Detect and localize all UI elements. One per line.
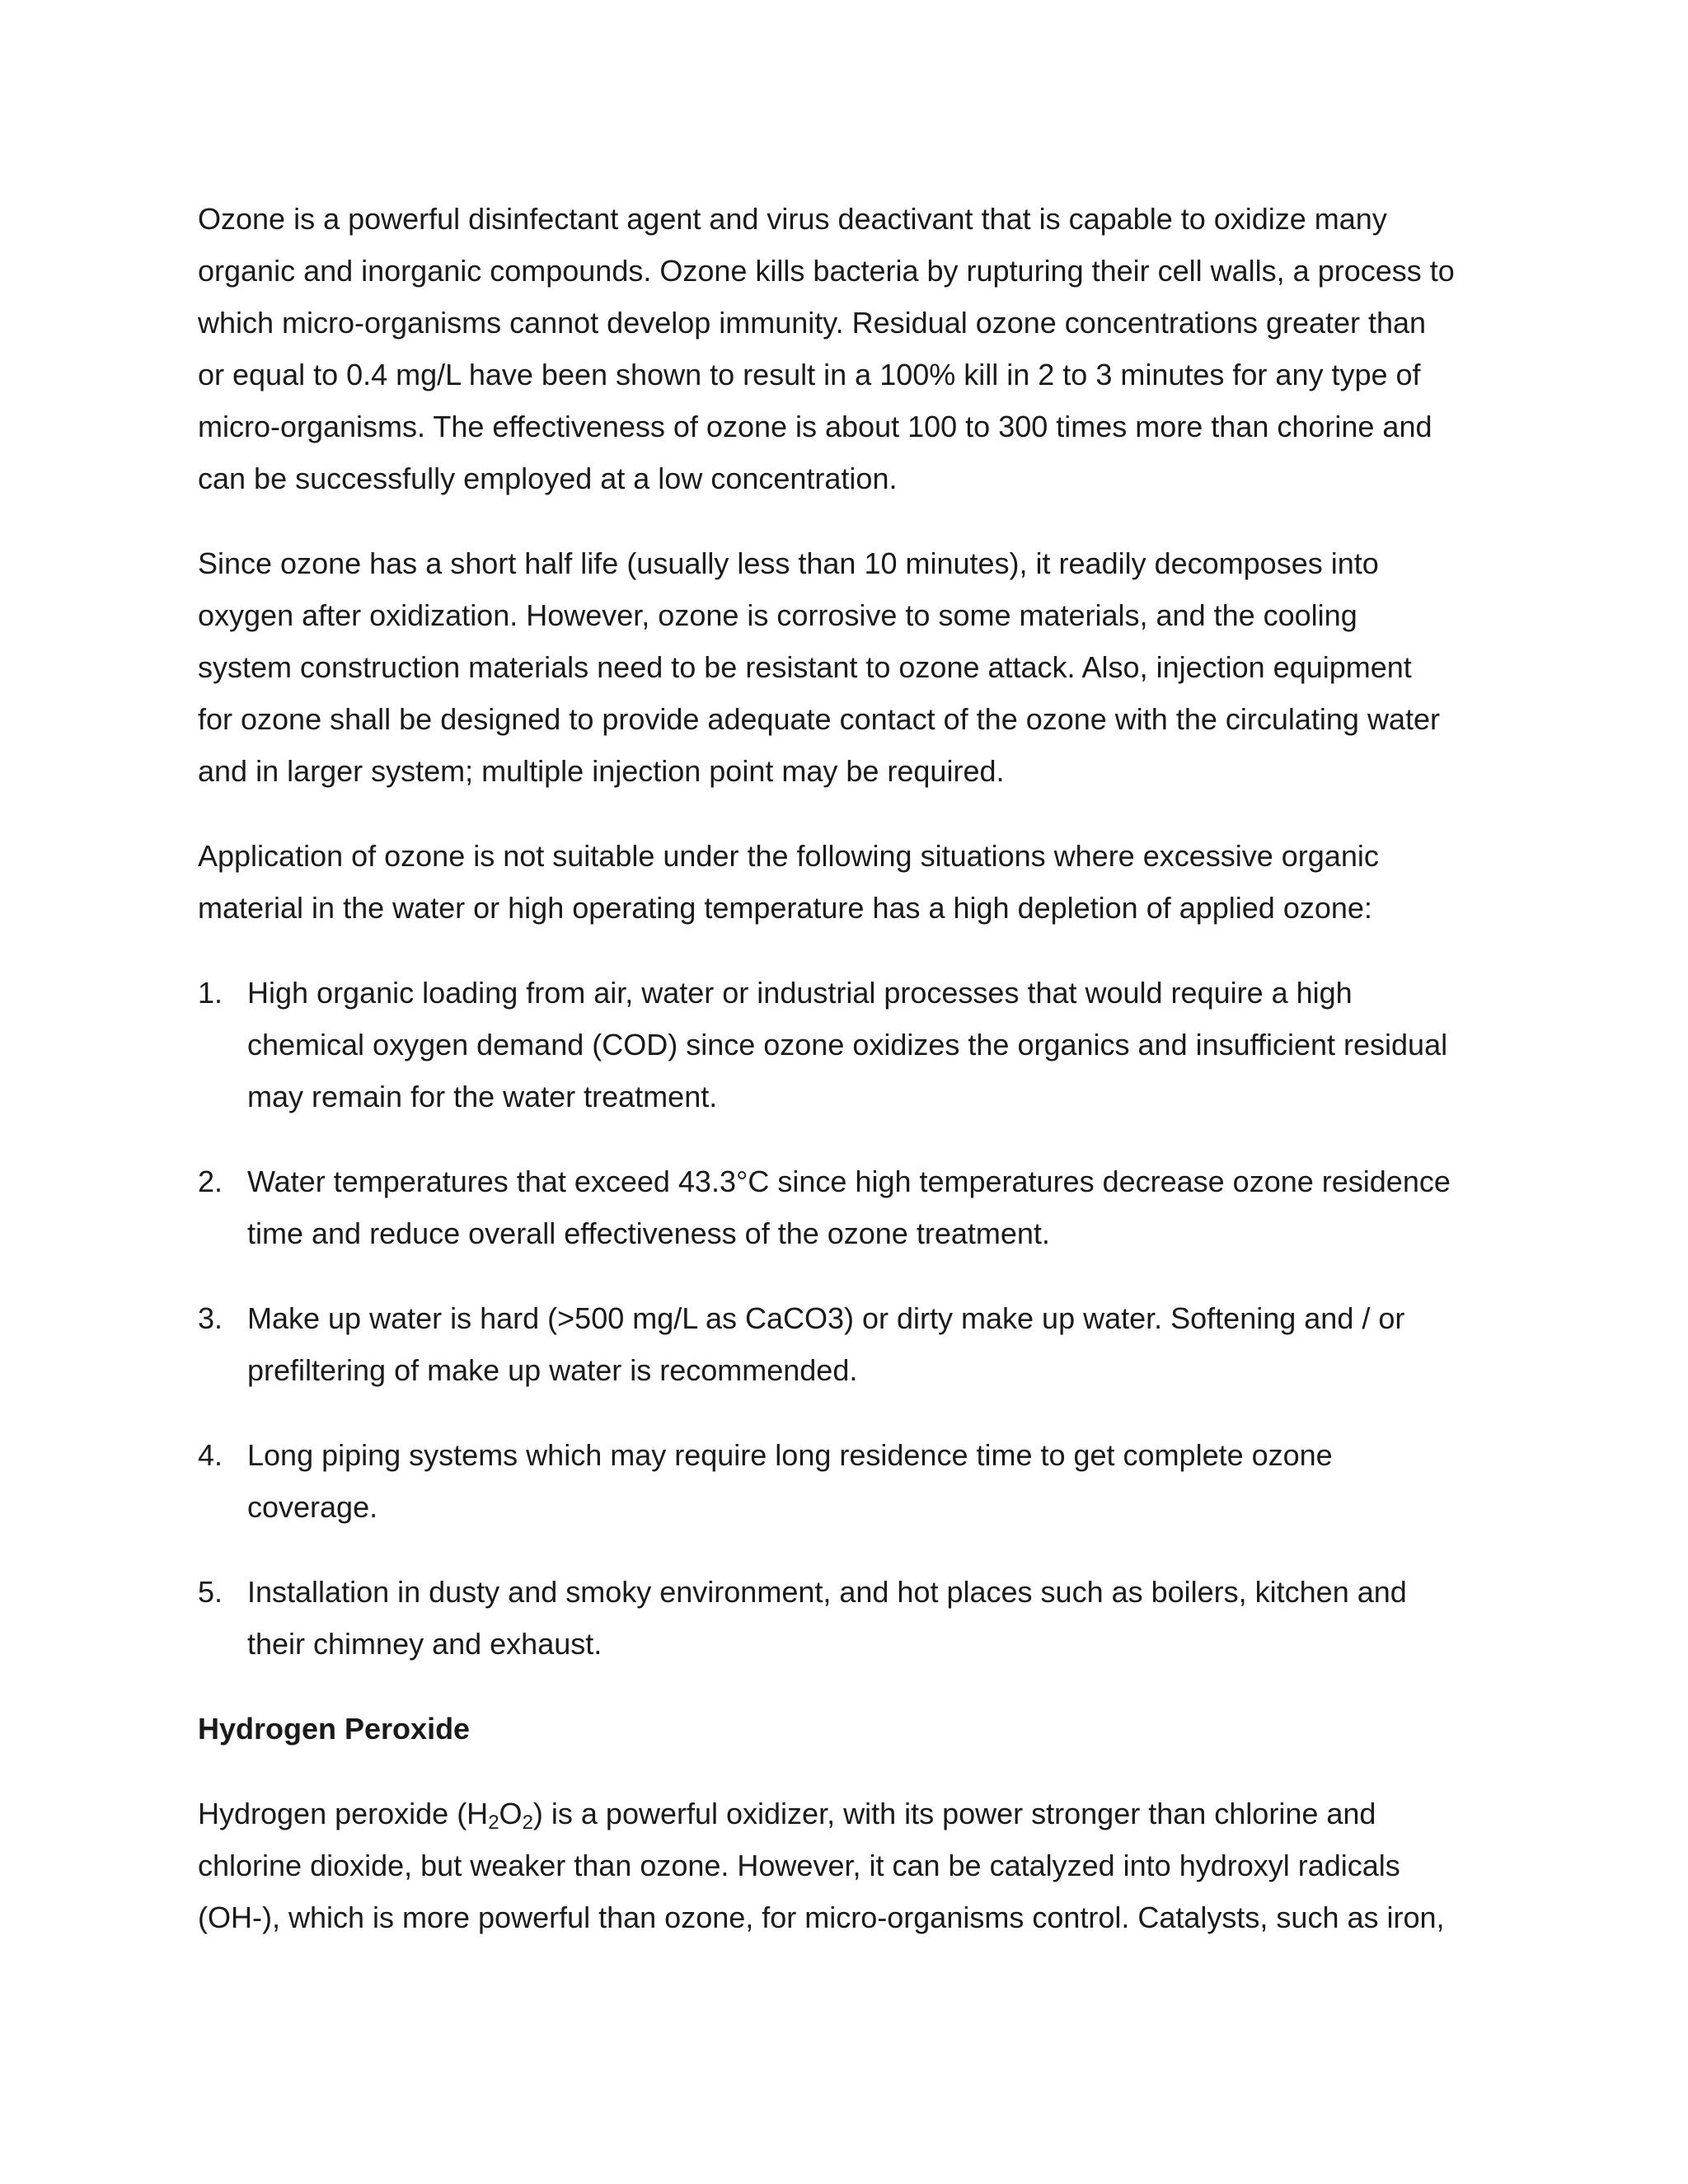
text-fragment: O bbox=[499, 1797, 523, 1830]
numbered-list bbox=[198, 967, 1492, 1670]
text-line: Long piping systems which may require long residence time to get complete ozone bbox=[247, 1438, 1333, 1472]
text-line: Application of ozone is not suitable under the following situations where excessive organic bbox=[198, 839, 1379, 873]
text-line: their chimney and exhaust. bbox=[247, 1627, 603, 1661]
paragraph-ozone-intro bbox=[198, 193, 1492, 504]
list-item bbox=[198, 1155, 1492, 1259]
text-line: Make up water is hard (>500 mg/L as CaCO3) or dirty make up water. Softening and / or bbox=[247, 1301, 1405, 1335]
text-line: prefiltering of make up water is recommended. bbox=[247, 1353, 858, 1387]
paragraph-ozone-application bbox=[198, 830, 1492, 934]
text-fragment: ) is a powerful oxidizer, with its power stronger than chlorine and bbox=[532, 1797, 1376, 1830]
list-item bbox=[198, 1292, 1492, 1396]
text-line: Installation in dusty and smoky environment, and hot places such as boilers, kitchen and bbox=[247, 1575, 1407, 1609]
text-line: chlorine dioxide, but weaker than ozone. However, it can be catalyzed into hydroxyl radicals bbox=[198, 1849, 1400, 1882]
text-line: Ozone is a powerful disinfectant agent and virus deactivant that is capable to oxidize many bbox=[198, 202, 1387, 236]
text-line: High organic loading from air, water or industrial processes that would require a high bbox=[247, 976, 1353, 1010]
text-line: chemical oxygen demand (COD) since ozone oxidizes the organics and insufficient residual bbox=[247, 1028, 1448, 1062]
document-page bbox=[198, 193, 1492, 1976]
list-item bbox=[198, 1429, 1492, 1533]
list-item-number: 2. bbox=[198, 1165, 223, 1198]
list-item-number: 4. bbox=[198, 1438, 223, 1472]
text-line: oxygen after oxidization. However, ozone is corrosive to some materials, and the cooling bbox=[198, 598, 1357, 632]
paragraph-ozone-half-life bbox=[198, 537, 1492, 797]
text-line: can be successfully employed at a low concentration. bbox=[198, 462, 898, 495]
text-line: micro-organisms. The effectiveness of ozone is about 100 to 300 times more than chorine and bbox=[198, 410, 1432, 443]
text-line: coverage. bbox=[247, 1490, 378, 1524]
text-fragment: Hydrogen peroxide (H bbox=[198, 1797, 489, 1830]
subscript: 2 bbox=[522, 1811, 533, 1834]
list-item-number: 5. bbox=[198, 1575, 223, 1609]
text-line: for ozone shall be designed to provide adequate contact of the ozone with the circulating water bbox=[198, 702, 1440, 736]
list-item-number: 3. bbox=[198, 1301, 223, 1335]
text-line: organic and inorganic compounds. Ozone kills bacteria by rupturing their cell walls, a process to bbox=[198, 254, 1455, 288]
list-item bbox=[198, 1566, 1492, 1670]
list-item bbox=[198, 967, 1492, 1122]
section-heading: Hydrogen Peroxide bbox=[198, 1712, 471, 1746]
paragraph-hydrogen-peroxide bbox=[198, 1788, 1492, 1943]
text-line: time and reduce overall effectiveness of the ozone treatment. bbox=[247, 1216, 1050, 1250]
text-line: (OH-), which is more powerful than ozone, for micro-organisms control. Catalysts, such as iron, bbox=[198, 1900, 1445, 1934]
text-line: Since ozone has a short half life (usually less than 10 minutes), it readily decomposes into bbox=[198, 546, 1379, 580]
text-line: system construction materials need to be resistant to ozone attack. Also, injection equipment bbox=[198, 650, 1412, 684]
subscript: 2 bbox=[488, 1811, 499, 1834]
text-line bbox=[198, 1788, 1492, 1840]
text-line: or equal to 0.4 mg/L have been shown to result in a 100% kill in 2 to 3 minutes for any type of bbox=[198, 358, 1421, 391]
text-line: Water temperatures that exceed 43.3°C since high temperatures decrease ozone residence bbox=[247, 1165, 1451, 1198]
text-line: which micro-organisms cannot develop immunity. Residual ozone concentrations greater than bbox=[198, 306, 1427, 340]
list-item-number: 1. bbox=[198, 976, 223, 1010]
text-line: and in larger system; multiple injection point may be required. bbox=[198, 754, 1005, 788]
text-line: material in the water or high operating temperature has a high depletion of applied ozone: bbox=[198, 891, 1372, 925]
text-line: may remain for the water treatment. bbox=[247, 1080, 718, 1113]
